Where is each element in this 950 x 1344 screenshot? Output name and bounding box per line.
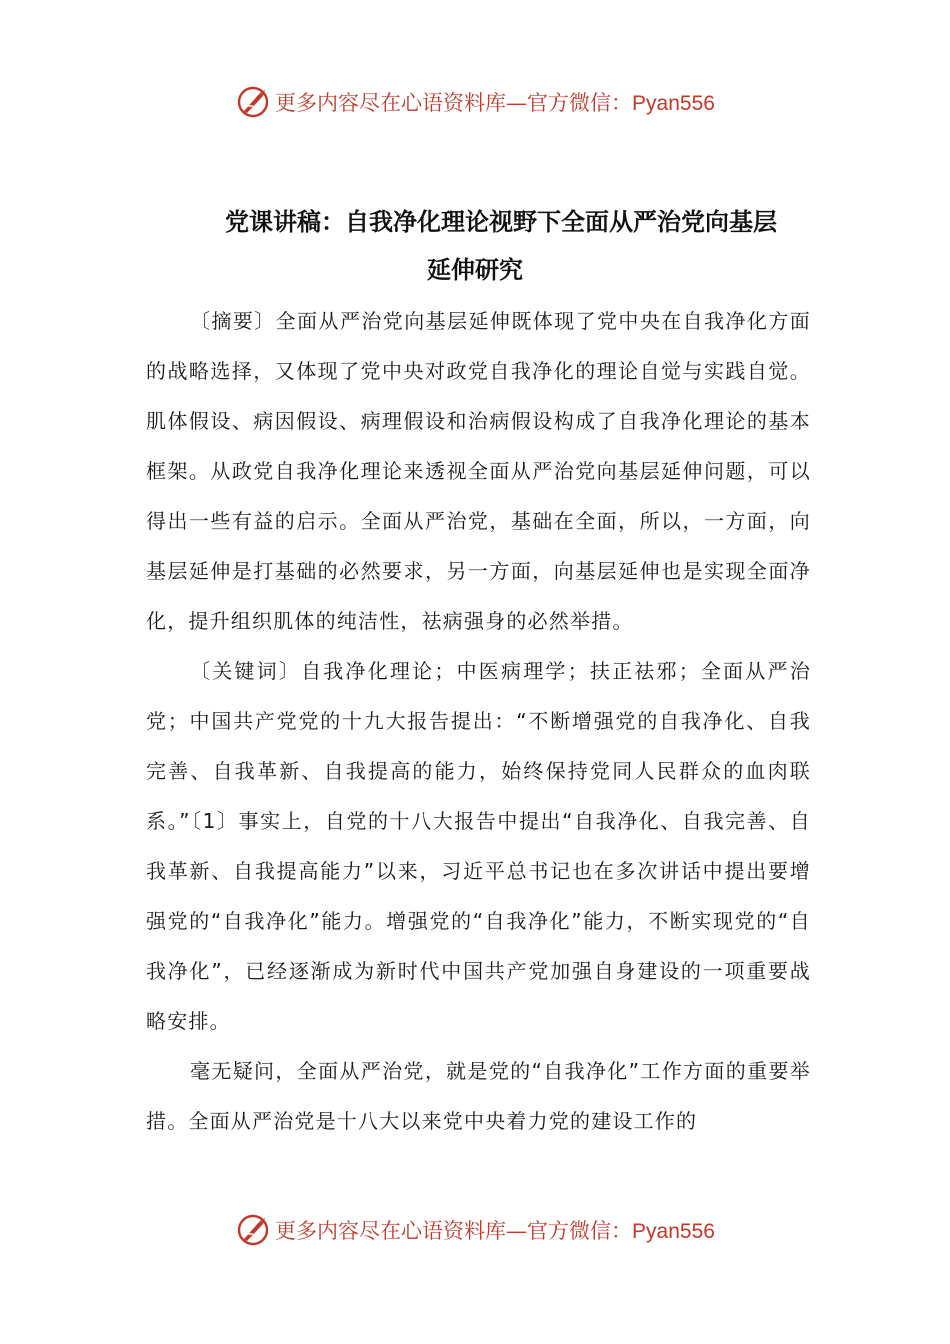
document-body [146,296,811,1146]
banner-wechat-handle: Pyan556 [632,1220,715,1243]
paragraph-abstract: 〔摘要〕全面从严治党向基层延伸既体现了党中央在自我净化方面的战略选择，又体现了党中央对政党自我净化的理论自觉与实践自觉。肌体假设、病因假设、病理假设和治病假设构成了自我净化理论的基本框架。从政党自我净化理论来透视全面从严治党向基层延伸问题，可以得出一些有益的启示。全面从严治党，基础在全面，所以，一方面，向基层延伸是打基础的必然要求，另一方面，向基层延伸也是实现全面净化，提升组织肌体的纯洁性，祛病强身的必然举措。 [146,309,811,633]
banner-wechat-handle: Pyan556 [632,92,715,115]
banner-slogan: 更多内容尽在心语资料库—官方微信： [275,91,633,115]
header-watermark-banner [0,82,950,122]
title-line-1: 党课讲稿：自我净化理论视野下全面从严治党向基层 [225,208,777,236]
title-line-2: 延伸研究 [427,256,523,284]
banner-text [275,87,715,117]
quill-logo-icon [235,1212,271,1248]
footer-watermark-banner [0,1210,950,1250]
document-title [0,198,950,294]
quill-logo-icon [235,84,271,120]
paragraph-body: 毫无疑问，全面从严治党，就是党的“自我净化”工作方面的重要举措。全面从严治党是十八大以来党中央着力党的建设工作的 [146,1059,811,1133]
banner-text [275,1215,715,1245]
paragraph-keywords: 〔关键词〕自我净化理论；中医病理学；扶正祛邪；全面从严治党；中国共产党党的十九大报告提出：“不断增强党的自我净化、自我完善、自我革新、自我提高的能力，始终保持党同人民群众的血肉联系。”〔1〕事实上，自党的十八大报告中提出“自我净化、自我完善、自我革新、自我提高能力”以来，习近平总书记也在多次讲话中提出要增强党的“自我净化”能力。增强党的“自我净化”能力，不断实现党的“自我净化”，已经逐渐成为新时代中国共产党加强自身建设的一项重要战略安排。 [146,659,811,1033]
banner-slogan: 更多内容尽在心语资料库—官方微信： [275,1219,633,1243]
